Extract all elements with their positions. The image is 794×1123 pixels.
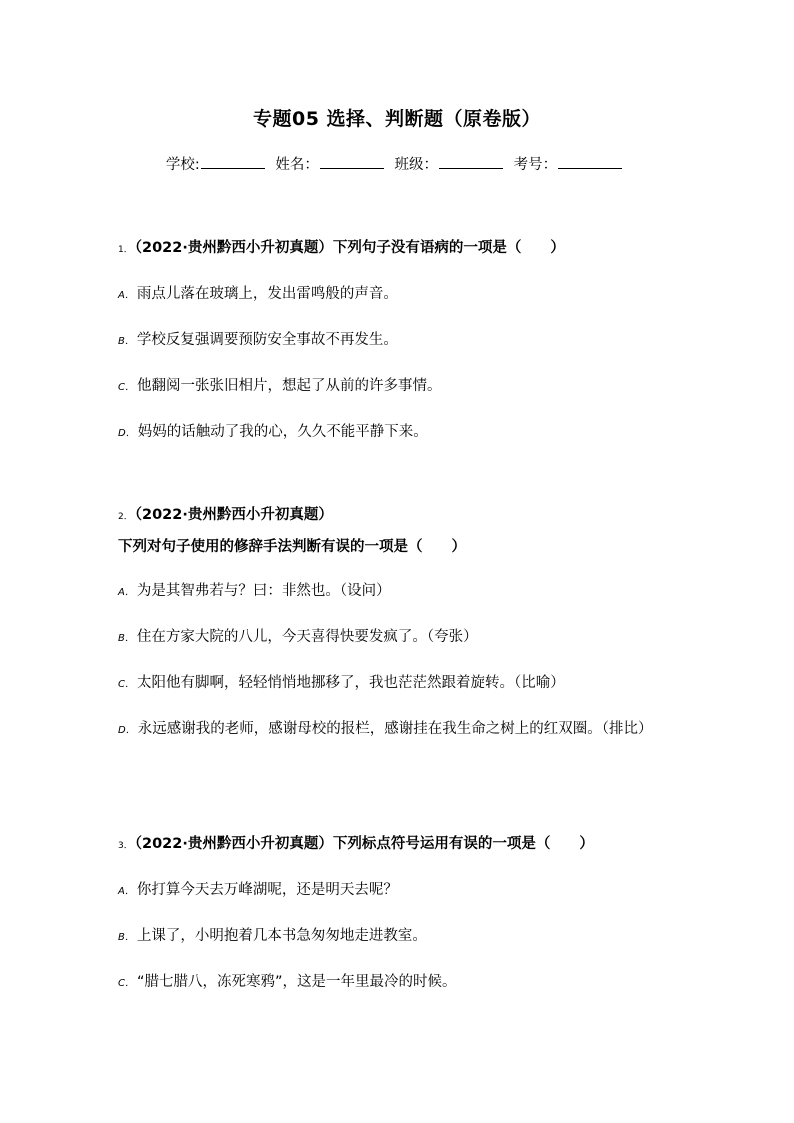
option-d: D． 永远感谢我的老师，感谢母校的报栏，感谢挂在我生命之树上的红双圈。（排比） [118,721,653,737]
name-blank [320,154,384,169]
option-a: A． 为是其智弗若与？曰：非然也。（设问） [118,583,391,599]
name-label: 姓名： [275,157,319,173]
question-number: 2． [118,512,133,522]
option-b: B． 住在方家大院的八儿，今天喜得快要发疯了。（夸张） [118,629,478,645]
option-a: A． 雨点儿落在玻璃上，发出雷鸣般的声音。 [118,286,398,302]
option-b: B． 上课了，小明抱着几本书急匆匆地走进教室。 [118,928,427,944]
option-c: C． 太阳他有脚啊，轻轻悄悄地挪移了，我也茫茫然跟着旋转。（比喻） [118,675,565,691]
question-source: （2022·贵州黔西小升初真题） [134,240,333,256]
question-stem [118,233,678,265]
school-blank [201,154,265,169]
question-text: 下列句子没有语病的一项是（ ） [332,240,565,256]
question-text: 下列对句子使用的修辞手法判断有误的一项是（ ） [118,539,466,555]
question-source: （2022·贵州黔西小升初真题） [134,836,333,852]
question-number: 3． [118,841,133,851]
id-blank [558,154,622,169]
question-stem [118,500,678,562]
student-info-line [0,153,794,174]
class-label: 班级： [394,157,438,173]
option-d: D． 妈妈的话触动了我的心，久久不能平静下来。 [118,424,428,440]
option-b: B． 学校反复强调要预防安全事故不再发生。 [118,332,398,348]
question-source: （2022·贵州黔西小升初真题） [134,507,333,523]
question-3 [118,829,678,999]
class-blank [439,154,503,169]
question-stem [118,829,678,861]
option-c: C． “腊七腊八，冻死寒鸦”，这是一年里最冷的时候。 [118,974,457,990]
option-c: C． 他翻阅一张张旧相片，想起了从前的许多事情。 [118,378,442,394]
option-a: A． 你打算今天去万峰湖呢，还是明天去呢？ [118,882,398,898]
question-text: 下列标点符号运用有误的一项是（ ） [332,836,594,852]
id-label: 考号： [513,157,558,173]
question-2 [118,500,678,746]
question-number: 1． [118,245,133,255]
page-title: 专题05 选择、判断题（原卷版） [252,108,542,130]
school-label: 学校: [165,157,200,173]
question-1 [118,233,678,449]
